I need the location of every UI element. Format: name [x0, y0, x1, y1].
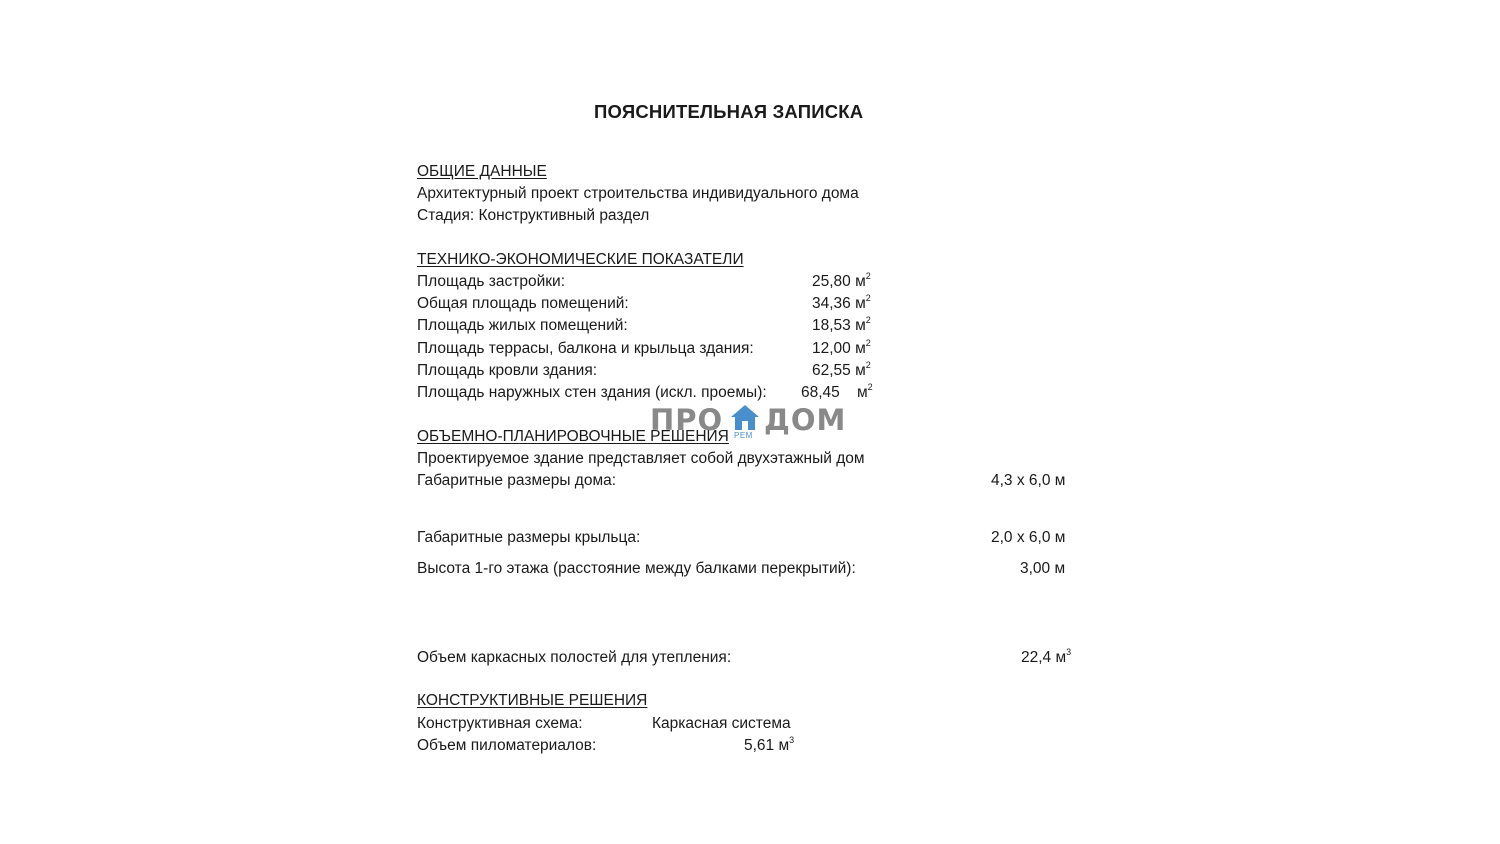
logo-left-word: ПРО [650, 403, 724, 437]
planning-heading: ОБЪЕМНО-ПЛАНИРОВОЧНЫЕ РЕШЕНИЯ [417, 428, 729, 445]
planning-description: Проектируемое здание представляет собой двухэтажный дом [417, 450, 865, 467]
structural-row-value: 5,61 $м^3$ [744, 735, 795, 754]
general-line-2: Стадия: Конструктивный раздел [417, 207, 650, 224]
structural-heading: КОНСТРУКТИВНЫЕ РЕШЕНИЯ [417, 692, 648, 709]
tech-row-label: Площадь жилых помещений: [417, 317, 628, 334]
logo-right-word: ДОМ [764, 403, 847, 437]
tech-row-label: Общая площадь помещений: [417, 295, 629, 312]
structural-row-label: Конструктивная схема: [417, 715, 583, 732]
tech-row-value: 34,36 $м^2$ [812, 293, 871, 312]
planning-row-label: Габаритные размеры дома: [417, 472, 617, 489]
house-icon [730, 404, 760, 432]
tech-row-label: Площадь застройки: [417, 273, 565, 290]
planning-row-value: 2,0 х 6,0 м [991, 529, 1066, 546]
planning-row-label: Высота 1-го этажа (расстояние между балками перекрытий): [417, 560, 856, 577]
planning-row-value: 3,00 м [1020, 560, 1066, 577]
tech-row-label: Площадь кровли здания: [417, 362, 598, 379]
tech-row-value: 12,00 $м^2$ [812, 338, 871, 357]
planning-row-value: 22,4 $м^3$ [1021, 647, 1072, 666]
tech-row-label: Площадь террасы, балкона и крыльца здания: [417, 340, 754, 357]
tech-row-value: 62,55 $м^2$ [812, 360, 871, 379]
planning-row-label: Габаритные размеры крыльца: [417, 529, 641, 546]
tech-row-value: 68,45 $м^2$ [801, 382, 873, 401]
pro-dom-logo [650, 404, 855, 440]
tech-row-label: Площадь наружных стен здания (искл. проемы): [417, 384, 767, 401]
structural-row-value: Каркасная система [652, 715, 791, 732]
document-title: ПОЯСНИТЕЛЬНАЯ ЗАПИСКА [594, 101, 864, 122]
structural-row-label: Объем пиломатериалов: [417, 737, 597, 754]
tech-heading: ТЕХНИКО-ЭКОНОМИЧЕСКИЕ ПОКАЗАТЕЛИ [417, 251, 744, 268]
general-heading: ОБЩИЕ ДАННЫЕ [417, 163, 547, 180]
planning-row-value: 4,3 х 6,0 м [991, 472, 1066, 489]
tech-row-value: 25,80 $м^2$ [812, 271, 871, 290]
logo-small-text: РЕМ [734, 431, 753, 440]
tech-row-value: 18,53 $м^2$ [812, 315, 871, 334]
general-line-1: Архитектурный проект строительства индивидуального дома [417, 185, 859, 202]
planning-row-label: Объем каркасных полостей для утепления: [417, 649, 732, 666]
